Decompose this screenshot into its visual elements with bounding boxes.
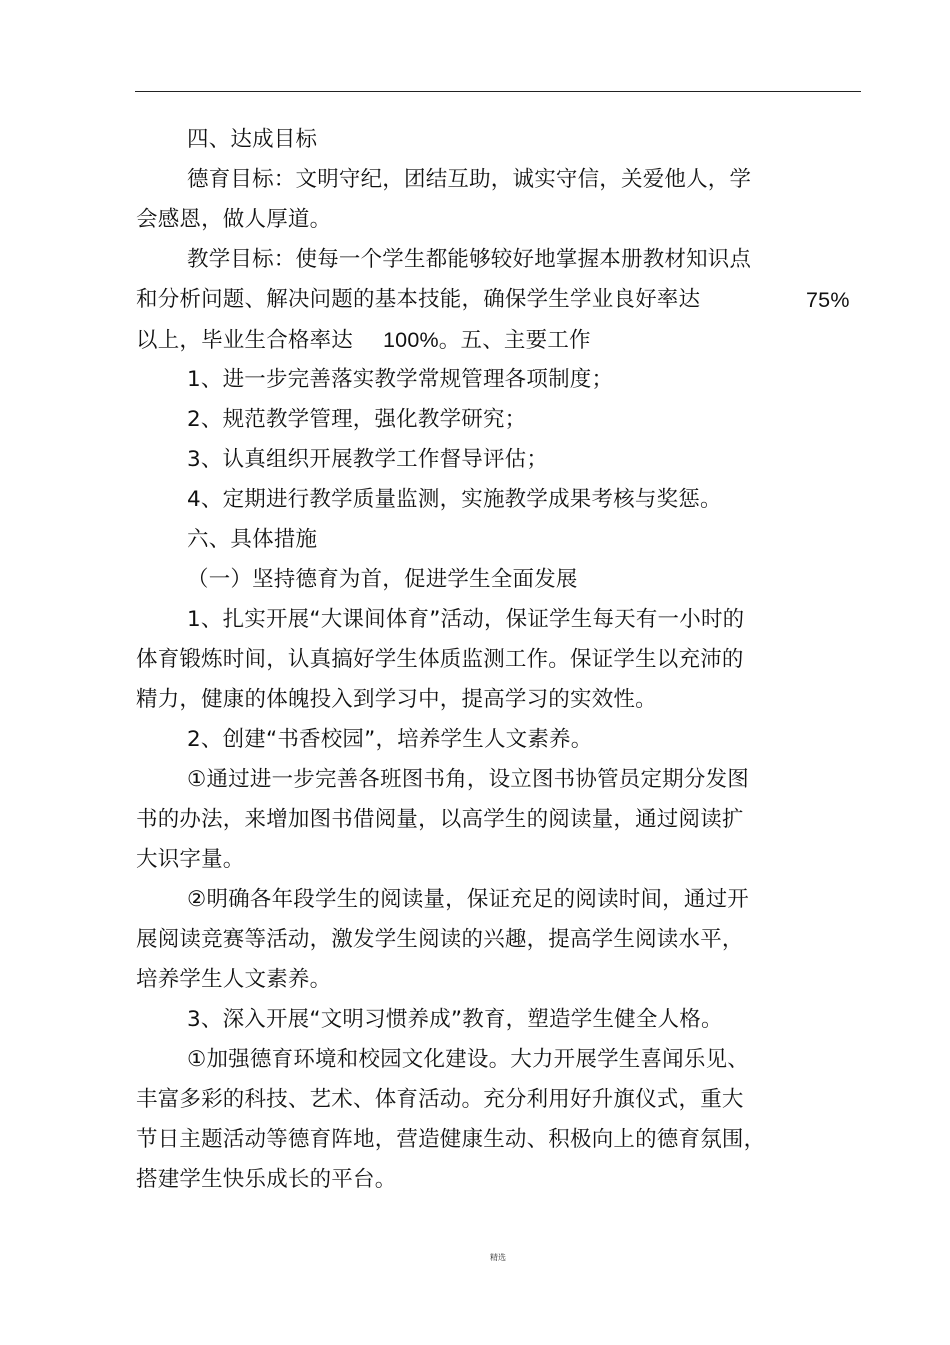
rate-100-percent: 100%。: [383, 328, 461, 352]
heading-measures: 六、具体措施: [187, 527, 318, 552]
pass-rate-text: 以上，毕业生合格率达: [136, 328, 354, 353]
rate-75-percent: 75%: [806, 288, 850, 312]
teaching-goal-line: [136, 326, 591, 355]
measure-2-heading: 2、创建“书香校园”，培养学生人文素养。: [187, 727, 593, 752]
work-item-2: 2、规范教学管理，强化教学研究；: [187, 407, 527, 432]
measure-2-item-2-line: 培养学生人文素养。: [136, 967, 332, 992]
measure-1-line: 1、扎实开展“大课间体育”活动，保证学生每天有一小时的: [187, 607, 745, 632]
measure-2-item-1-line: ①通过进一步完善各班图书角，设立图书协管员定期分发图: [187, 767, 749, 792]
moral-goal-line: 德育目标：文明守纪，团结互助，诚实守信，关爱他人，学: [187, 167, 752, 192]
heading-main-work: 五、主要工作: [460, 328, 591, 353]
work-item-1: 1、进一步完善落实教学常规管理各项制度；: [187, 367, 614, 392]
measure-3-item-1-line: 节日主题活动等德育阵地，营造健康生动、积极向上的德育氛围，: [136, 1127, 766, 1152]
header-rule: [135, 91, 861, 92]
measure-2-item-2-line: ②明确各年段学生的阅读量，保证充足的阅读时间，通过开: [187, 887, 749, 912]
work-item-4: 4、定期进行教学质量监测，实施教学成果考核与奖惩。: [187, 487, 722, 512]
measure-2-item-1-line: 书的办法，来增加图书借阅量，以高学生的阅读量，通过阅读扩: [136, 807, 744, 832]
page-footer: 精选: [490, 1253, 506, 1262]
measure-3-item-1-line: ①加强德育环境和校园文化建设。大力开展学生喜闻乐见、: [187, 1047, 749, 1072]
measure-3-heading: 3、深入开展“文明习惯养成”教育，塑造学生健全人格。: [187, 1007, 723, 1032]
measure-3-item-1-line: 搭建学生快乐成长的平台。: [136, 1167, 397, 1192]
measure-2-item-1-line: 大识字量。: [136, 847, 245, 872]
teaching-goal-line: 和分析问题、解决问题的基本技能，确保学生学业良好率达: [136, 287, 701, 312]
measure-1-line: 体育锻炼时间，认真搞好学生体质监测工作。保证学生以充沛的: [136, 647, 744, 672]
measure-3-item-1-line: 丰富多彩的科技、艺术、体育活动。充分利用好升旗仪式，重大: [136, 1087, 744, 1112]
subheading-moral-first: （一）坚持德育为首，促进学生全面发展: [187, 567, 578, 592]
work-item-3: 3、认真组织开展教学工作督导评估；: [187, 447, 549, 472]
measure-1-line: 精力，健康的体魄投入到学习中，提高学习的实效性。: [136, 687, 657, 712]
measure-2-item-2-line: 展阅读竞赛等活动，激发学生阅读的兴趣，提高学生阅读水平，: [136, 927, 744, 952]
heading-goals: 四、达成目标: [187, 127, 318, 152]
teaching-goal-line: 教学目标：使每一个学生都能够较好地掌握本册教材知识点: [187, 247, 752, 272]
moral-goal-line: 会感恩，做人厚道。: [136, 207, 332, 232]
